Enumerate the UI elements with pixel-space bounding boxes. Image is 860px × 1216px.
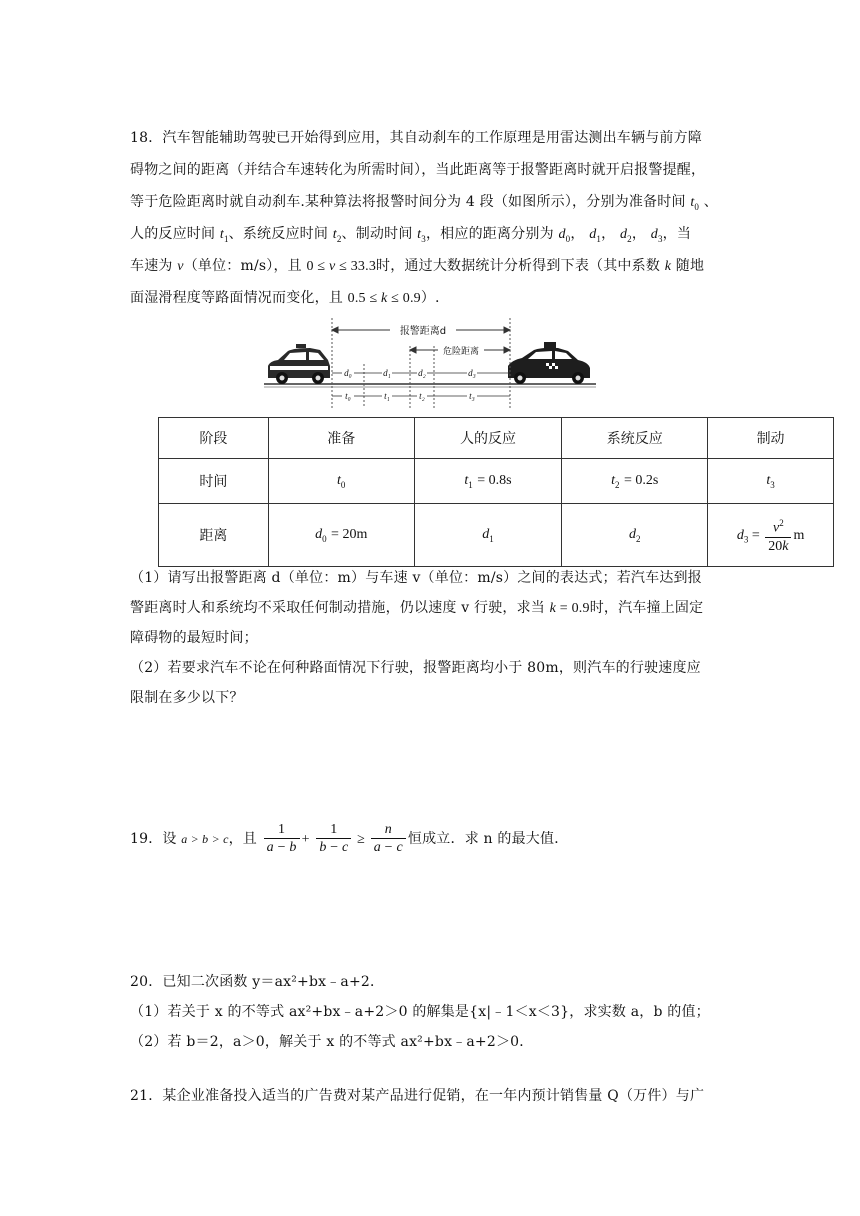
alarm-distance-label: 报警距离d <box>399 326 447 337</box>
d3-label: d₃ <box>468 368 476 378</box>
d0-label: d₀ <box>344 368 352 378</box>
d2-label: d₂ <box>418 368 426 378</box>
danger-distance-label: 危险距离 <box>442 347 480 357</box>
t0-label: t₀ <box>345 391 351 401</box>
header-prepare: 准备 <box>268 418 414 459</box>
q18-sub1-line-3: 障碍物的最短时间； <box>130 630 258 646</box>
cell-d0: $d_0 = 20m$ <box>268 504 414 567</box>
q21-line-1: 21．某企业准备投入适当的广告费对某产品进行促销，在一年内预计销售量 Q（万件）与广 <box>130 1088 705 1104</box>
t3-label: t₃ <box>469 391 475 401</box>
header-human-reaction: 人的反应 <box>414 418 562 459</box>
cell-d3: $d_3$ = $\frac{v^2}{20k}$ m <box>708 504 834 567</box>
left-car-icon <box>268 344 330 384</box>
braking-distance-diagram <box>262 316 602 410</box>
table-row-distance <box>159 504 834 567</box>
d1-label: d₁ <box>383 368 391 378</box>
table-header-row <box>159 418 834 459</box>
q18-line-1: 18．汽车智能辅助驾驶已开始得到应用，其自动刹车的工作原理是用雷达测出车辆与前方障 <box>130 130 703 146</box>
cell-t3: $t_3$ <box>708 459 834 504</box>
cell-t2: $t_2 = 0.2s$ <box>562 459 708 504</box>
row-label-distance: 距离 <box>159 504 269 567</box>
q18-line-2: 碍物之间的距离（并结合车速转化为所需时间），当此距离等于报警距离时就开启报警提醒， <box>130 162 706 178</box>
header-stage: 阶段 <box>159 418 269 459</box>
q19-line: 19．设 a > b > c，且 $\frac{1}{a - b}$ + $\frac{1}{b - c}$ ≥ $\frac{n}{a - c}$ 恒成立．求 n 的最大值． <box>130 822 569 855</box>
stage-table <box>158 417 834 567</box>
cell-d1: $d_1$ <box>414 504 562 567</box>
q18-sub2-line-2: 限制在多少以下？ <box>130 690 244 706</box>
q18-sub1-line-2: 警距离时人和系统均不采取任何制动措施，仍以速度 v 行驶，求当 k = 0.9时，汽车撞上固定 <box>130 600 704 616</box>
q18-line-3: 等于危险距离时就自动刹车.某种算法将报警时间分为 4 段（如图所示），分别为准备时间 $t_0$ 、 <box>130 194 718 212</box>
cell-t1: $t_1 = 0.8s$ <box>414 459 562 504</box>
q18-line-6: 面湿滑程度等路面情况而变化，且 0.5 ≤ k ≤ 0.9）. <box>130 290 440 306</box>
cell-t0: $t_0$ <box>268 459 414 504</box>
q18-line-5: 车速为 v（单位：m/s），且 0 ≤ v ≤ 33.3时，通过大数据统计分析得到下表（其中系数 k 随地 <box>130 258 705 274</box>
t1-label: t₁ <box>384 391 390 401</box>
right-car-icon <box>508 342 590 384</box>
cell-d2: $d_2$ <box>562 504 708 567</box>
q18-sub1-line-1: （1）请写出报警距离 d（单位：m）与车速 v（单位：m/s）之间的表达式；若汽车达到报 <box>130 570 702 586</box>
table-row-time <box>159 459 834 504</box>
q20-line-1: 20．已知二次函数 y＝ax²+bx﹣a+2． <box>130 974 385 990</box>
q18-sub2-line-1: （2）若要求汽车不论在何种路面情况下行驶，报警距离均小于 80m，则汽车的行驶速度应 <box>130 660 701 676</box>
q18-line-4: 人的反应时间 $t_1$、系统反应时间 $t_2$、制动时间 $t_3$，相应的距离分别为 $d_0$， $d_1$， $d_2$， $d_3$，当 <box>130 226 692 244</box>
row-label-time: 时间 <box>159 459 269 504</box>
q20-line-3: （2）若 b＝2，a＞0，解关于 x 的不等式 ax²+bx﹣a+2＞0． <box>130 1034 534 1050</box>
header-braking: 制动 <box>708 418 834 459</box>
t2-label: t₂ <box>419 391 425 401</box>
q20-line-2: （1）若关于 x 的不等式 ax²+bx﹣a+2＞0 的解集是{x|﹣1＜x＜3}，求实数 a，b 的值； <box>130 1004 710 1020</box>
header-system-reaction: 系统反应 <box>562 418 708 459</box>
